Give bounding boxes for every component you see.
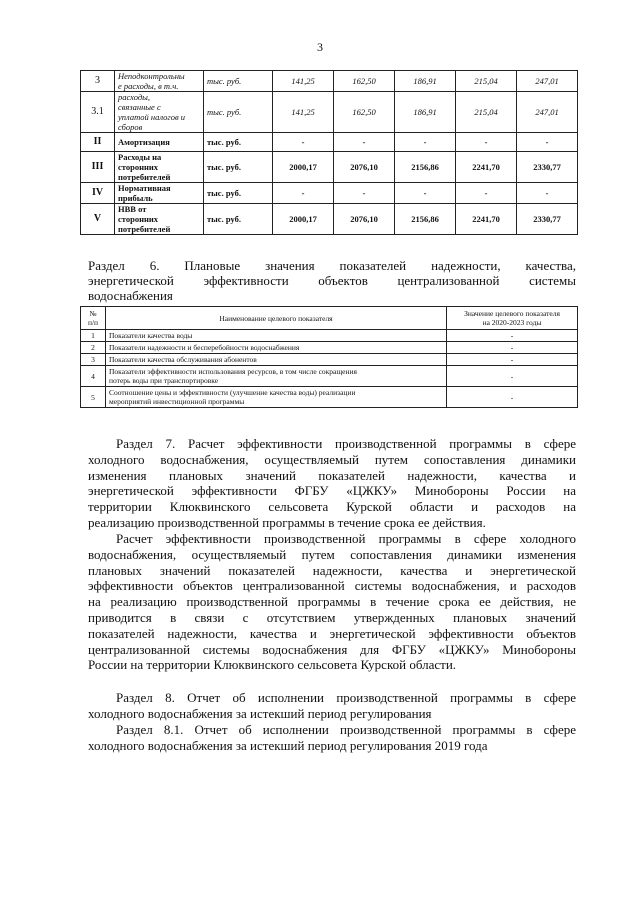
row-name-line: Показатели надежности и бесперебойности водоснабжения <box>109 343 300 352</box>
row-value: - <box>447 330 578 342</box>
row-number: 3 <box>81 354 106 366</box>
row-name-line: Амортизация <box>118 137 170 147</box>
row-value: 2000,17 <box>273 204 334 235</box>
table-row <box>81 354 578 366</box>
row-unit: тыс. руб. <box>204 152 273 183</box>
row-value: 2330,77 <box>517 152 578 183</box>
row-value: 247,01 <box>517 92 578 133</box>
table-row <box>81 71 578 92</box>
row-name <box>115 183 204 204</box>
row-name <box>106 330 447 342</box>
row-unit: тыс. руб. <box>204 71 273 92</box>
text-line: плановых значений показателей надежности, качества и энергетической <box>88 562 576 578</box>
row-name-line: сборов <box>118 122 143 132</box>
row-value: 162,50 <box>334 92 395 133</box>
row-name-line: НВВ от <box>118 204 147 214</box>
row-number: 4 <box>81 366 106 387</box>
header-number-line: № <box>89 309 97 318</box>
row-name <box>115 71 204 92</box>
row-value: - <box>447 366 578 387</box>
row-value: - <box>517 133 578 152</box>
row-name <box>106 342 447 354</box>
section-7-paragraph <box>88 436 576 531</box>
row-value: 2156,86 <box>395 152 456 183</box>
section-6-line: Раздел 6. Плановые значения показателей надежности, качества, <box>88 258 576 273</box>
row-number: 1 <box>81 330 106 342</box>
row-value: - <box>447 354 578 366</box>
text-line: на реализацию производственной программы в течение срока ее действия, не <box>88 594 576 610</box>
row-value: - <box>395 183 456 204</box>
row-value: 186,91 <box>395 92 456 133</box>
row-name-line: расходы, <box>118 92 151 102</box>
row-value: 247,01 <box>517 71 578 92</box>
row-value: - <box>517 183 578 204</box>
header-value <box>447 307 578 330</box>
row-value: 186,91 <box>395 71 456 92</box>
row-name-line: Показатели качества воды <box>109 331 193 340</box>
row-value: - <box>273 183 334 204</box>
row-name-line: уплатой налогов и <box>118 112 186 122</box>
row-value: - <box>395 133 456 152</box>
row-unit: тыс. руб. <box>204 183 273 204</box>
row-value: - <box>334 183 395 204</box>
row-name-line: потребителей <box>118 172 171 182</box>
row-name <box>106 354 447 366</box>
row-name-line: сторонних <box>118 162 159 172</box>
table-row <box>81 152 578 183</box>
text-line: водоснабжения, осуществляемый путем сопоставления динамики изменения <box>88 546 576 562</box>
text-line: территории Клюквинского сельсовета Курской области и расходов на <box>88 499 576 515</box>
text-line: энергетической эффективности ФГБУ «ЦЖКУ» Минобороны России на <box>88 483 576 499</box>
header-name: Наименование целевого показателя <box>106 307 447 330</box>
table-row <box>81 183 578 204</box>
row-value: 2156,86 <box>395 204 456 235</box>
row-number: 5 <box>81 387 106 408</box>
row-name <box>106 366 447 387</box>
row-value: 2076,10 <box>334 152 395 183</box>
text-line: холодного водоснабжения за истекший период регулирования <box>88 705 432 721</box>
row-name-line: сторонних <box>118 214 159 224</box>
row-value: 162,50 <box>334 71 395 92</box>
text-line: изменения плановых значений показателей надежности, качества и <box>88 467 576 483</box>
table-row <box>81 92 578 133</box>
row-number: 3 <box>81 71 115 92</box>
target-indicators-table <box>80 306 578 408</box>
table-row <box>81 366 578 387</box>
section-8-heading <box>88 690 576 722</box>
text-line: России на территории Клюквинского сельсовета Курской области. <box>88 657 457 673</box>
row-name-line: Неподконтрольны <box>118 71 185 81</box>
row-value: 2330,77 <box>517 204 578 235</box>
text-line: эффективности объектов централизованной системы водоснабжения, и расходов <box>88 578 576 594</box>
section-6-line: энергетической эффективности объектов централизованной системы <box>88 273 576 288</box>
row-number: 3.1 <box>81 92 115 133</box>
row-name-line: прибыль <box>118 193 153 203</box>
text-line: Расчет эффективности производственной программы в сфере холодного <box>116 531 576 546</box>
row-value: 215,04 <box>456 71 517 92</box>
table-row <box>81 387 578 408</box>
row-value: - <box>273 133 334 152</box>
row-value: 141,25 <box>273 71 334 92</box>
text-line: централизованной системы водоснабжения для ФГБУ «ЦЖКУ» Минобороны <box>88 641 576 657</box>
row-value: - <box>447 342 578 354</box>
row-value: 215,04 <box>456 92 517 133</box>
section-6-heading <box>88 258 576 303</box>
row-name-line: Показатели эффективности использования ресурсов, в том числе сокращения <box>109 367 357 376</box>
text-line: Раздел 8.1. Отчет об исполнении производственной программы в сфере <box>116 722 576 737</box>
row-number: III <box>81 152 115 183</box>
text-line: приводится в связи с отсутствием утвержденных плановых значений <box>88 609 576 625</box>
row-number: II <box>81 133 115 152</box>
row-name-line: Соотношение цены и эффективности (улучшение качества воды) реализации <box>109 388 356 397</box>
row-value: - <box>456 133 517 152</box>
row-number: V <box>81 204 115 235</box>
header-value-line: на 2020-2023 годы <box>482 318 542 327</box>
row-value: 2000,17 <box>273 152 334 183</box>
section-6-line: водоснабжения <box>88 288 173 303</box>
row-name-line: Нормативная <box>118 183 171 193</box>
expenses-table <box>80 70 578 235</box>
section-7-second-paragraph <box>88 531 576 673</box>
row-value: 2241,70 <box>456 152 517 183</box>
row-number: IV <box>81 183 115 204</box>
table-row <box>81 342 578 354</box>
text-line: Раздел 7. Расчет эффективности производственной программы в сфере <box>116 436 576 451</box>
row-value: 2241,70 <box>456 204 517 235</box>
row-name-line: мероприятий инвестиционной программы <box>109 397 245 406</box>
row-value: - <box>456 183 517 204</box>
row-name-line: связанные с <box>118 102 161 112</box>
row-unit: тыс. руб. <box>204 92 273 133</box>
row-value: - <box>334 133 395 152</box>
row-name-line: потерь воды при транспортировке <box>109 376 219 385</box>
text-line: реализацию производственной программы в течение срока ее действия. <box>88 514 486 530</box>
row-name-line: Показатели качества обслуживания абонентов <box>109 355 257 364</box>
row-value: - <box>447 387 578 408</box>
table-row <box>81 330 578 342</box>
row-value: 141,25 <box>273 92 334 133</box>
row-name <box>106 387 447 408</box>
row-name <box>115 133 204 152</box>
header-number <box>81 307 106 330</box>
row-name-line: е расходы, в т.ч. <box>118 81 179 91</box>
row-name <box>115 152 204 183</box>
table-header-row <box>81 307 578 330</box>
section-8-1-heading <box>88 722 576 754</box>
text-line: показателей надежности, качества и энергетической эффективности объектов <box>88 625 576 641</box>
table-row <box>81 133 578 152</box>
row-unit: тыс. руб. <box>204 204 273 235</box>
row-name <box>115 92 204 133</box>
header-value-line: Значение целевого показателя <box>464 309 560 318</box>
row-number: 2 <box>81 342 106 354</box>
text-line: холодного водоснабжения за истекший период регулирования 2019 года <box>88 737 488 753</box>
row-unit: тыс. руб. <box>204 133 273 152</box>
text-line: Раздел 8. Отчет об исполнении производственной программы в сфере <box>116 690 576 705</box>
page-number: 3 <box>317 40 323 54</box>
row-name <box>115 204 204 235</box>
table-row <box>81 204 578 235</box>
row-name-line: потребителей <box>118 224 171 234</box>
row-name-line: Расходы на <box>118 152 162 162</box>
header-number-line: п/п <box>87 318 99 327</box>
text-line: холодного водоснабжения, осуществляемый путем сопоставления динамики <box>88 451 576 467</box>
row-value: 2076,10 <box>334 204 395 235</box>
